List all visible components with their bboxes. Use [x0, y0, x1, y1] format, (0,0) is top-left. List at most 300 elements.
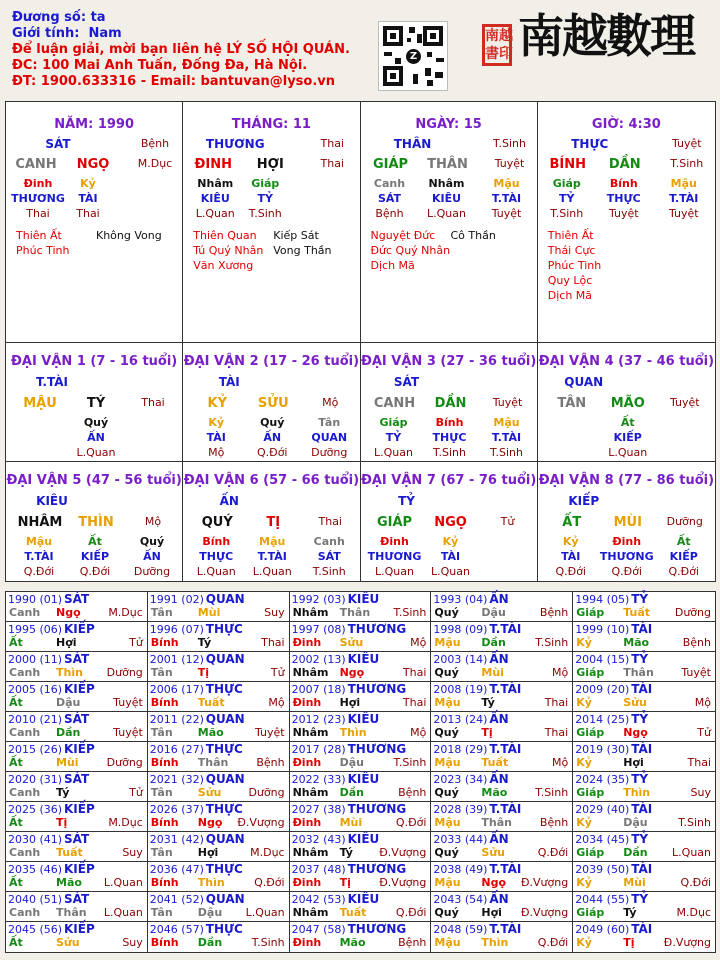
- year-god: TÀI: [631, 682, 653, 696]
- year-cell[interactable]: [431, 742, 573, 772]
- hidden-can: Canh: [373, 177, 406, 190]
- year-label: 2049 (60): [575, 923, 630, 936]
- year-can: Bính: [150, 636, 179, 649]
- year-cell[interactable]: [431, 652, 573, 682]
- year-can: Nhâm: [292, 606, 329, 619]
- pillar-can: BÍNH: [549, 157, 586, 172]
- year-chi: Dậu: [56, 696, 81, 709]
- year-can: Kỷ: [576, 816, 592, 829]
- year-cell[interactable]: [6, 712, 148, 742]
- hidden-state: L.Quan: [196, 565, 236, 578]
- year-state: Thai: [687, 756, 711, 769]
- luck-top-god: QUAN: [564, 375, 604, 389]
- year-cell[interactable]: [290, 682, 432, 712]
- year-chi: Dần: [339, 786, 364, 799]
- hidden-state: L.Quan: [76, 446, 116, 459]
- year-chi: Tị: [339, 876, 351, 889]
- year-label: 2000 (11): [8, 653, 63, 666]
- year-can: Tân: [150, 726, 173, 739]
- year-can: Mậu: [434, 816, 461, 829]
- pillar-state: T.Sinh: [670, 157, 704, 170]
- hidden-state: Tuyệt: [608, 207, 639, 220]
- year-state: Thai: [402, 696, 427, 709]
- qr-code-icon[interactable]: [378, 21, 448, 91]
- year-god: TỶ: [631, 892, 649, 906]
- year-cell[interactable]: [431, 802, 573, 832]
- year-cell[interactable]: [573, 652, 715, 682]
- year-chi: Mão: [339, 936, 366, 949]
- year-can: Ất: [9, 636, 23, 649]
- year-label: 2018 (29): [433, 743, 488, 756]
- year-god: T.TÀI: [489, 682, 522, 696]
- year-cell[interactable]: [148, 652, 290, 682]
- year-god: KIẾP: [64, 862, 95, 876]
- year-label: 2008 (19): [433, 683, 488, 696]
- year-chi: Dậu: [481, 606, 506, 619]
- year-cell[interactable]: [6, 892, 148, 922]
- pillar-can: GIÁP: [372, 157, 409, 172]
- luck-can: TÂN: [557, 396, 587, 411]
- year-can: Tân: [150, 666, 173, 679]
- hidden-god: THƯƠNG: [11, 192, 65, 205]
- year-can: Kỷ: [576, 936, 592, 949]
- year-can: Giáp: [576, 606, 605, 619]
- hidden-can: Nhâm: [197, 177, 234, 190]
- year-cell[interactable]: [290, 652, 432, 682]
- pillar-title: NĂM: 1990: [54, 117, 135, 132]
- star-item: Nguyệt Đức: [370, 229, 436, 242]
- hidden-can: Mậu: [25, 535, 53, 548]
- luck-chi: MÃO: [610, 396, 645, 411]
- luck-cell: [6, 343, 183, 462]
- seal-glyph: 越: [499, 28, 513, 44]
- year-can: Mậu: [434, 636, 461, 649]
- year-state: Bệnh: [539, 606, 569, 619]
- luck-can: MẬU: [23, 396, 57, 411]
- year-label: 2022 (33): [291, 773, 346, 786]
- year-cell[interactable]: [148, 892, 290, 922]
- luck-cell: [361, 462, 538, 581]
- year-god: THỰC: [205, 862, 243, 876]
- year-can: Canh: [9, 666, 41, 679]
- year-chi: Ngọ: [481, 876, 507, 889]
- contact-line: Để luận giải, mời bạn liên hệ LÝ SỐ HỘI QUÁN.: [12, 42, 350, 57]
- year-cell[interactable]: [6, 922, 148, 952]
- luck-state: Mộ: [144, 515, 162, 528]
- year-cell[interactable]: [573, 892, 715, 922]
- year-cell[interactable]: [6, 592, 148, 622]
- luck-title: ĐẠI VẬN 4 (37 - 46 tuổi): [538, 354, 715, 369]
- year-cell[interactable]: [148, 622, 290, 652]
- year-cell[interactable]: [290, 592, 432, 622]
- year-chi: Thân: [197, 756, 229, 769]
- year-god: ẤN: [489, 832, 509, 846]
- year-chi: Mùi: [623, 876, 646, 889]
- hidden-can: Kỷ: [562, 535, 579, 548]
- year-label: 2025 (36): [8, 803, 63, 816]
- year-god: ẤN: [489, 892, 509, 906]
- star-item: Vong Thần: [273, 244, 332, 257]
- year-can: Kỷ: [576, 696, 592, 709]
- year-label: 2038 (49): [433, 863, 488, 876]
- pillar-top-god: THỰC: [571, 137, 609, 151]
- pillar-top-god: THƯƠNG: [205, 137, 265, 151]
- year-state: Suy: [122, 936, 143, 949]
- pillar-can: ĐINH: [194, 157, 232, 172]
- year-cell[interactable]: [290, 832, 432, 862]
- year-cell[interactable]: [290, 712, 432, 742]
- year-cell[interactable]: [148, 742, 290, 772]
- hidden-state: T.Sinh: [490, 446, 523, 459]
- year-god: TÀI: [631, 922, 653, 936]
- year-state: Thai: [544, 696, 569, 709]
- year-label: 2041 (52): [149, 893, 204, 906]
- stars-right: [273, 228, 331, 258]
- year-state: Tuyệt: [254, 726, 285, 739]
- year-cell[interactable]: [290, 802, 432, 832]
- year-can: Bính: [150, 696, 179, 709]
- year-cell[interactable]: [6, 622, 148, 652]
- hidden-god: TÀI: [440, 550, 461, 563]
- year-state: L.Quan: [103, 906, 143, 919]
- year-state: Đ.Vượng: [237, 816, 285, 829]
- hidden-god: T.TÀI: [491, 431, 522, 444]
- hidden-god: TỶ: [559, 192, 575, 205]
- year-chi: Hợi: [197, 846, 219, 859]
- year-cell[interactable]: [290, 622, 432, 652]
- luck-chi: DẦN: [434, 396, 467, 411]
- year-chi: Dần: [623, 846, 648, 859]
- year-chi: Dậu: [197, 906, 223, 919]
- luck-chi: NGỌ: [434, 515, 467, 530]
- year-chi: Tuất: [481, 756, 509, 769]
- year-chi: Sửu: [197, 786, 222, 799]
- year-label: 2006 (17): [149, 683, 204, 696]
- luck-can: CANH: [373, 396, 416, 411]
- luck-chi: THÌN: [78, 515, 114, 530]
- year-can: Quý: [434, 786, 459, 799]
- year-chi: Thìn: [339, 726, 367, 739]
- hidden-state: Q.Đới: [257, 446, 288, 459]
- hidden-state: L.Quan: [431, 565, 470, 578]
- pillar-state: Thai: [320, 137, 344, 150]
- year-can: Canh: [9, 786, 41, 799]
- hidden-god: KIẾP: [669, 550, 698, 563]
- year-god: KIẾP: [64, 742, 95, 756]
- year-label: 2043 (54): [433, 893, 488, 906]
- year-cell[interactable]: [573, 832, 715, 862]
- year-god: TÀI: [631, 802, 653, 816]
- hidden-can: Giáp: [379, 416, 408, 429]
- year-can: Giáp: [576, 786, 605, 799]
- hidden-god: T.TÀI: [257, 550, 287, 563]
- year-cell[interactable]: [148, 862, 290, 892]
- year-chi: Ngọ: [339, 666, 365, 679]
- year-label: 2032 (43): [291, 833, 346, 846]
- year-can: Canh: [9, 906, 41, 919]
- year-label: 2005 (16): [8, 683, 63, 696]
- year-cell[interactable]: [573, 682, 715, 712]
- year-cell[interactable]: [6, 832, 148, 862]
- pillar-title: GIỜ: 4:30: [591, 117, 661, 132]
- year-god: KIÊU: [347, 832, 380, 846]
- year-can: Kỷ: [576, 636, 592, 649]
- hidden-god: KIẾP: [80, 550, 110, 563]
- year-cell[interactable]: [573, 592, 715, 622]
- year-chi: Mão: [56, 876, 82, 889]
- luck-state: Dưỡng: [666, 515, 703, 528]
- year-state: Bệnh: [539, 816, 569, 829]
- year-cell[interactable]: [148, 802, 290, 832]
- year-cell[interactable]: [573, 712, 715, 742]
- gender-label: Giới tính:: [12, 26, 80, 41]
- year-state: Suy: [122, 846, 143, 859]
- year-chi: Thìn: [481, 936, 509, 949]
- year-can: Giáp: [576, 726, 605, 739]
- year-can: Ất: [9, 816, 23, 829]
- year-can: Quý: [434, 666, 459, 679]
- hidden-can: Tân: [318, 416, 341, 429]
- year-cell[interactable]: [431, 682, 573, 712]
- luck-title: ĐẠI VẬN 1 (7 - 16 tuổi): [10, 354, 178, 369]
- year-cell[interactable]: [148, 832, 290, 862]
- year-label: 2045 (56): [8, 923, 63, 936]
- year-can: Mậu: [434, 756, 461, 769]
- year-label: 2029 (40): [575, 803, 630, 816]
- year-label: 2033 (44): [433, 833, 488, 846]
- year-can: Tân: [150, 786, 173, 799]
- year-god: KIẾP: [64, 802, 95, 816]
- pillar-cell: [183, 102, 360, 343]
- year-label: 2013 (24): [433, 713, 488, 726]
- year-state: Suy: [690, 786, 711, 799]
- year-cell[interactable]: [431, 592, 573, 622]
- year-chi: Hợi: [339, 696, 361, 709]
- luck-state: Tuyệt: [492, 396, 523, 409]
- luck-title: ĐẠI VẬN 6 (57 - 66 tuổi): [183, 473, 360, 488]
- year-cell[interactable]: [6, 652, 148, 682]
- luck-top-god: TỶ: [398, 494, 415, 508]
- year-can: Đinh: [292, 756, 322, 769]
- year-god: T.TÀI: [489, 922, 522, 936]
- year-chi: Mùi: [481, 666, 504, 679]
- year-god: TÀI: [631, 742, 653, 756]
- hidden-god: ẤN: [263, 431, 282, 444]
- year-cell[interactable]: [573, 772, 715, 802]
- year-chi: Thân: [481, 816, 512, 829]
- year-god: THỰC: [205, 622, 243, 636]
- year-state: Tử: [270, 666, 285, 679]
- year-cell[interactable]: [290, 862, 432, 892]
- hidden-can: Bính: [609, 177, 638, 190]
- year-god: QUAN: [205, 772, 245, 786]
- year-god: TỶ: [631, 832, 649, 846]
- year-label: 2021 (32): [149, 773, 204, 786]
- year-god: THƯƠNG: [347, 622, 407, 636]
- year-can: Ất: [9, 936, 23, 949]
- year-chi: Sửu: [56, 936, 80, 949]
- year-cell[interactable]: [148, 772, 290, 802]
- hidden-state: Tuyệt: [491, 207, 522, 220]
- hidden-can: Đinh: [612, 535, 642, 548]
- year-cell[interactable]: [6, 682, 148, 712]
- year-god: KIÊU: [347, 652, 380, 666]
- hidden-can: Đinh: [380, 535, 409, 548]
- year-cell[interactable]: [290, 922, 432, 952]
- year-state: Mộ: [694, 696, 711, 709]
- luck-chi: TỊ: [266, 515, 281, 530]
- year-cell[interactable]: [431, 892, 573, 922]
- year-god: SÁT: [64, 772, 90, 786]
- year-label: 1995 (06): [8, 623, 63, 636]
- year-god: KIẾP: [64, 922, 95, 936]
- qr-center-logo: Z: [406, 49, 421, 64]
- year-cell[interactable]: [290, 892, 432, 922]
- year-can: Mậu: [434, 876, 461, 889]
- year-cell[interactable]: [148, 592, 290, 622]
- year-chi: Mùi: [56, 756, 79, 769]
- year-can: Đinh: [292, 636, 322, 649]
- year-state: T.Sinh: [535, 636, 569, 649]
- year-state: Suy: [264, 606, 285, 619]
- year-cell[interactable]: [6, 742, 148, 772]
- year-cell[interactable]: [290, 772, 432, 802]
- year-label: 2001 (12): [149, 653, 204, 666]
- stars-right: [451, 228, 496, 243]
- pillar-state: Bệnh: [140, 137, 170, 150]
- luck-top-god: SÁT: [393, 375, 420, 389]
- hidden-can: Kỷ: [208, 416, 225, 429]
- stars-left: [548, 228, 602, 303]
- year-state: M.Dục: [250, 846, 285, 859]
- star-item: Thái Cực: [547, 244, 596, 257]
- year-cell[interactable]: [148, 682, 290, 712]
- star-item: Đức Quý Nhân: [370, 244, 451, 257]
- year-state: Tử: [129, 786, 143, 799]
- year-chi: Mùi: [339, 816, 363, 829]
- pillar-cell: [538, 102, 715, 343]
- pillar-state: T.Sinh: [493, 137, 526, 150]
- year-cell[interactable]: [431, 772, 573, 802]
- pillar-cell: [6, 102, 183, 343]
- year-cell[interactable]: [573, 742, 715, 772]
- year-can: Canh: [9, 606, 41, 619]
- stars-right: [96, 228, 162, 243]
- luck-can: NHÂM: [17, 515, 63, 530]
- year-god: KIÊU: [347, 892, 380, 906]
- luck-state: Thai: [141, 396, 165, 409]
- hidden-can: Nhâm: [428, 177, 465, 190]
- year-cell[interactable]: [431, 862, 573, 892]
- year-can: Ất: [9, 696, 23, 709]
- owner-value: ta: [90, 10, 106, 25]
- star-item: Phúc Tinh: [16, 244, 70, 257]
- luck-state: Mộ: [322, 396, 339, 409]
- year-chi: Tuất: [339, 906, 367, 919]
- hidden-god: KIÊU: [431, 192, 462, 205]
- stars-left: [193, 228, 263, 273]
- year-chi: Sửu: [339, 636, 364, 649]
- hidden-state: T.Sinh: [248, 207, 282, 220]
- year-god: T.TÀI: [489, 862, 522, 876]
- pillar-state: Thai: [320, 157, 344, 170]
- hidden-can: Giáp: [251, 177, 280, 190]
- seal-glyph: 南: [485, 28, 499, 44]
- year-cell[interactable]: [573, 622, 715, 652]
- year-chi: Tị: [56, 816, 68, 829]
- year-chi: Dậu: [623, 816, 648, 829]
- year-god: SÁT: [64, 832, 90, 846]
- year-cell[interactable]: [290, 742, 432, 772]
- year-god: ẤN: [489, 772, 509, 786]
- year-cell[interactable]: [573, 922, 715, 952]
- hidden-god: QUAN: [311, 431, 348, 444]
- year-chi: Ngọ: [197, 816, 223, 829]
- luck-state: Thai: [318, 515, 342, 528]
- hidden-god: THƯƠNG: [367, 550, 422, 563]
- brand-logo: 南越數理: [518, 9, 694, 63]
- year-god: THƯƠNG: [347, 742, 407, 756]
- year-god: TÀI: [631, 622, 653, 636]
- hidden-state: Q.Đới: [79, 565, 111, 578]
- year-chi: Mão: [623, 636, 650, 649]
- year-cell[interactable]: [148, 922, 290, 952]
- year-state: Bệnh: [398, 936, 427, 949]
- year-god: TỶ: [631, 592, 649, 606]
- year-chi: Tị: [623, 936, 635, 949]
- year-god: T.TÀI: [489, 622, 522, 636]
- hidden-state: T.Sinh: [433, 446, 466, 459]
- year-cell[interactable]: [573, 862, 715, 892]
- hidden-can: Bính: [435, 416, 464, 429]
- year-state: Thai: [402, 666, 427, 679]
- year-state: Q.Đới: [395, 906, 427, 919]
- luck-title: ĐẠI VẬN 5 (47 - 56 tuổi): [6, 473, 182, 488]
- year-cell[interactable]: [431, 622, 573, 652]
- year-label: 2039 (50): [575, 863, 630, 876]
- pillar-can: CANH: [15, 157, 57, 172]
- year-cell[interactable]: [431, 832, 573, 862]
- pillar-title: NGÀY: 15: [415, 117, 482, 132]
- year-cell[interactable]: [431, 922, 573, 952]
- year-cell[interactable]: [573, 802, 715, 832]
- pillar-state: Tuyệt: [671, 137, 702, 150]
- hidden-can: Ất: [88, 535, 102, 548]
- year-can: Giáp: [576, 666, 605, 679]
- seal-glyph: 書: [485, 46, 499, 62]
- year-chi: Dần: [197, 936, 223, 949]
- year-state: Tuyệt: [113, 726, 143, 739]
- hidden-can: Mậu: [259, 535, 286, 548]
- year-cell[interactable]: [148, 712, 290, 742]
- year-can: Giáp: [576, 846, 605, 859]
- year-can: Quý: [434, 726, 459, 739]
- year-cell[interactable]: [6, 862, 148, 892]
- year-can: Mậu: [434, 936, 461, 949]
- pillar-state: M.Dục: [137, 157, 173, 170]
- year-cell[interactable]: [6, 802, 148, 832]
- pillar-chi: THÂN: [427, 157, 468, 172]
- year-chi: Thân: [339, 606, 371, 619]
- seal-glyph: 印: [499, 46, 513, 62]
- year-can: Quý: [434, 846, 459, 859]
- year-state: Đ.Vượng: [379, 876, 427, 889]
- hidden-can: Quý: [139, 535, 165, 548]
- year-chi: Tý: [197, 636, 212, 649]
- hidden-can: Quý: [83, 416, 109, 429]
- year-cell[interactable]: [6, 772, 148, 802]
- year-cell[interactable]: [431, 712, 573, 742]
